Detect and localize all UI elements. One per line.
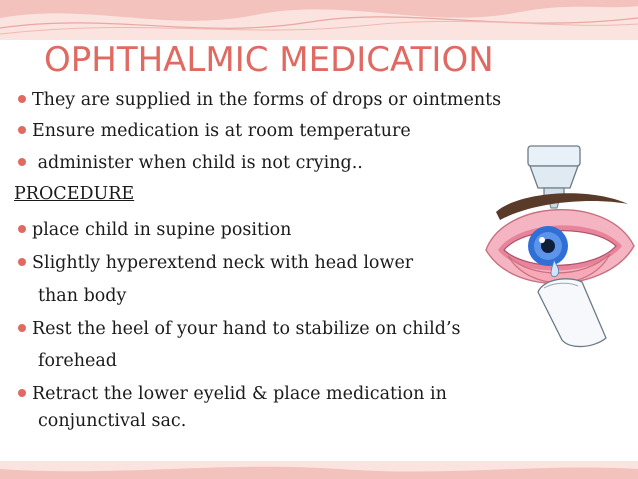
bullet-dot-icon	[18, 324, 26, 332]
bullet-item	[18, 120, 411, 142]
procedure-heading: PROCEDURE	[14, 184, 135, 204]
bullet-text: Rest the heel of your hand to stabilize on child’s	[32, 319, 461, 339]
eye-drop-illustration	[478, 142, 638, 352]
bullet-dot-icon	[18, 158, 26, 166]
top-decorative-band	[0, 0, 638, 40]
bullet-item	[18, 219, 291, 241]
bullet-item	[18, 318, 461, 340]
bullet-continuation: conjunctival sac.	[38, 411, 187, 431]
bullet-dot-icon	[18, 258, 26, 266]
bullet-text: Ensure medication is at room temperature	[32, 121, 411, 141]
bullet-item	[18, 383, 447, 405]
bullet-dot-icon	[18, 126, 26, 134]
bullet-dot-icon	[18, 225, 26, 233]
bullet-continuation: forehead	[38, 351, 117, 371]
bullet-item	[18, 152, 363, 174]
bottom-decorative-band	[0, 461, 638, 479]
bullet-text: Retract the lower eyelid & place medication in	[32, 384, 447, 404]
bullet-item	[18, 89, 501, 111]
bullet-text: administer when child is not crying..	[32, 153, 363, 173]
bullet-dot-icon	[18, 95, 26, 103]
bullet-text: place child in supine position	[32, 220, 292, 240]
bullet-text: Slightly hyperextend neck with head lower	[32, 253, 414, 273]
page-title: OPHTHALMIC MEDICATION	[44, 40, 494, 80]
bullet-item	[18, 252, 413, 274]
bullet-text: They are supplied in the forms of drops or ointments	[32, 90, 502, 110]
bullet-dot-icon	[18, 389, 26, 397]
bullet-continuation: than body	[38, 286, 127, 306]
eye-icon	[528, 226, 568, 266]
